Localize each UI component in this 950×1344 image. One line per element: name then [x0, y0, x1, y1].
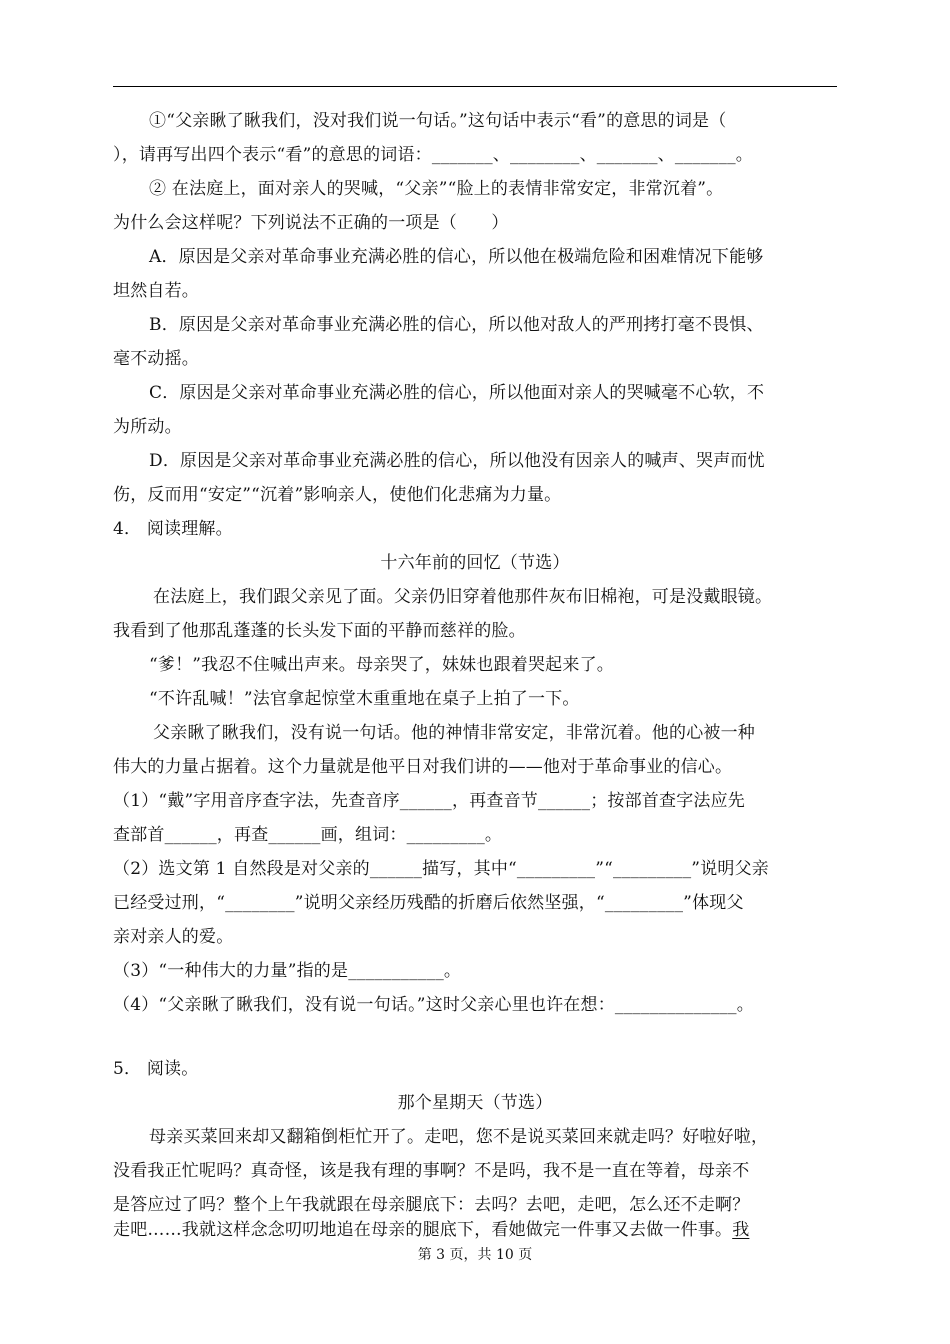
q3-line-1: ①“父亲瞅了瞅我们，没对我们说一句话。”这句话中表示“看”的意思的词是（ — [149, 111, 727, 131]
option-d-line-2: 伤，反而用“安定”“沉着”影响亲人，使他们化悲痛为力量。 — [113, 485, 562, 505]
q4-2-line-2: 已经受过刑，“________”说明父亲经历残酷的折磨后依然坚强，“_________”体现父 — [113, 893, 744, 913]
passage-2-title: 那个星期天（节选） — [397, 1093, 553, 1113]
question-4-heading: 4． 阅读理解。 — [113, 519, 233, 539]
passage-2-line-4-text: 走吧……我就这样念念叨叨地追在母亲的腿底下，看她做完一件事又去做一件事。 — [113, 1220, 733, 1240]
passage-2-line-4-underlined: 我 — [732, 1220, 750, 1240]
q4-1-line-1: （1）“戴”字用音序查字法，先查音序______，再查音节______；按部首查字法应先 — [113, 791, 745, 811]
option-b-line-1: B．原因是父亲对革命事业充满必胜的信心，所以他对敌人的严刑拷打毫不畏惧、 — [149, 315, 764, 335]
option-a-line-2: 坦然自若。 — [113, 281, 199, 301]
passage-2-line-4 — [113, 1219, 840, 1241]
passage-2-line-3: 是答应过了吗？整个上午我就跟在母亲腿底下：去吗？去吧，走吧，怎么还不走啊？ — [113, 1195, 750, 1215]
q3-line-3: ② 在法庭上，面对亲人的哭喊，“父亲”“脸上的表情非常安定，非常沉着”。 — [149, 179, 724, 199]
option-d-line-1: D．原因是父亲对革命事业充满必胜的信心，所以他没有因亲人的喊声、哭声而忧 — [149, 451, 765, 471]
option-c-line-1: C．原因是父亲对革命事业充满必胜的信心，所以他面对亲人的哭喊毫不心软，不 — [149, 383, 765, 403]
option-c-line-2: 为所动。 — [113, 417, 182, 437]
passage-2-line-1: 母亲买菜回来却又翻箱倒柜忙开了。走吧，您不是说买菜回来就走吗？好啦好啦， — [149, 1127, 769, 1147]
q3-line-2: ），请再写出四个表示“看”的意思的词语：_______、________、_______、_______。 — [113, 145, 753, 165]
passage-2-line-2: 没看我正忙呢吗？真奇怪，该是我有理的事啊？不是吗，我不是一直在等着，母亲不 — [113, 1161, 750, 1181]
passage-1-line-5: 父亲瞅了瞅我们，没有说一句话。他的神情非常安定，非常沉着。他的心被一种 — [153, 723, 755, 743]
passage-1-title: 十六年前的回忆（节选） — [380, 553, 570, 573]
option-a-line-1: A．原因是父亲对革命事业充满必胜的信心，所以他在极端危险和困难情况下能够 — [149, 247, 764, 267]
q4-3-line: （3）“一种伟大的力量”指的是___________。 — [113, 961, 462, 981]
q4-2-line-1: （2）选文第 1 自然段是对父亲的______描写，其中“_________”“_________”说明父亲 — [113, 859, 770, 879]
header-rule — [113, 86, 837, 87]
passage-1-line-2: 我看到了他那乱蓬蓬的长头发下面的平静而慈祥的脸。 — [113, 621, 526, 641]
q4-1-line-2: 查部首______，再查______画，组词：_________。 — [113, 825, 503, 845]
page-footer: 第 3 页，共 10 页 — [417, 1247, 533, 1263]
q4-2-line-3: 亲对亲人的爱。 — [113, 927, 234, 947]
passage-1-line-4: “不许乱喊！”法官拿起惊堂木重重地在桌子上拍了一下。 — [149, 689, 580, 709]
q3-line-4: 为什么会这样呢？下列说法不正确的一项是（ ） — [113, 213, 509, 233]
question-5-heading: 5． 阅读。 — [113, 1059, 199, 1079]
option-b-line-2: 毫不动摇。 — [113, 349, 199, 369]
passage-1-line-3: “爹！”我忍不住喊出声来。母亲哭了，妹妹也跟着哭起来了。 — [149, 655, 614, 675]
q4-4-line: （4）“父亲瞅了瞅我们，没有说一句话。”这时父亲心里也许在想：______________。 — [113, 995, 754, 1015]
passage-1-line-1: 在法庭上，我们跟父亲见了面。父亲仍旧穿着他那件灰布旧棉袍，可是没戴眼镜。 — [153, 587, 773, 607]
passage-1-line-6: 伟大的力量占据着。这个力量就是他平日对我们讲的——他对于革命事业的信心。 — [113, 757, 733, 777]
